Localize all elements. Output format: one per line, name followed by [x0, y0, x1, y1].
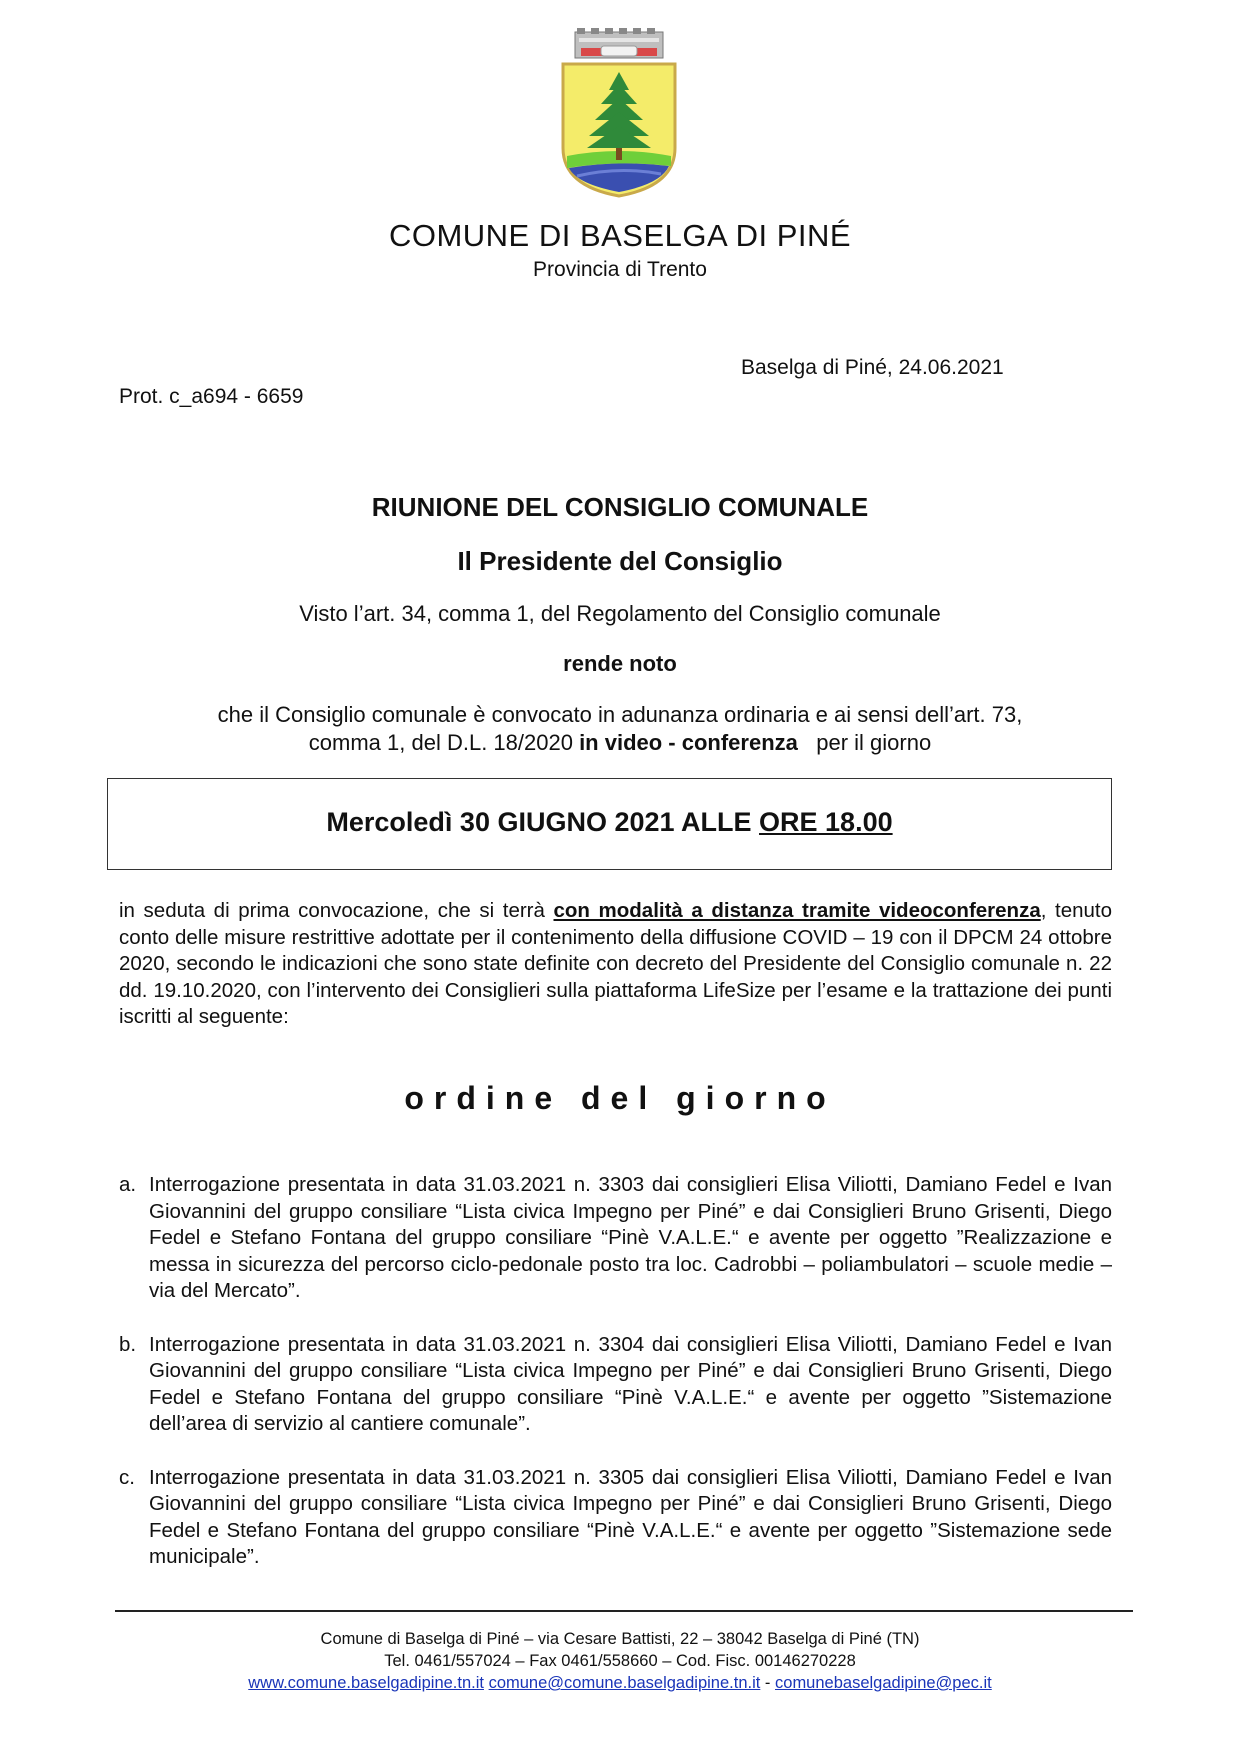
list-item — [119, 1465, 1112, 1571]
intro-part-1: in seduta di prima convocazione, che si terrà — [119, 899, 554, 922]
meeting-datetime — [108, 807, 1111, 838]
convocation-line-1: che il Consiglio comunale è convocato in adunanza ordinaria e ai sensi dell’art. 73, — [217, 702, 1023, 727]
footer-links — [0, 1672, 1240, 1694]
province-name: Provincia di Trento — [533, 258, 707, 281]
municipality-name: COMUNE DI BASELGA DI PINÉ — [388, 218, 852, 253]
place-date: Baselga di Piné, 24.06.2021 — [741, 356, 1004, 379]
intro-paragraph — [119, 898, 1112, 1031]
meeting-time: ORE 18.00 — [759, 807, 893, 837]
footer-divider — [115, 1610, 1133, 1612]
agenda-list — [119, 1172, 1112, 1598]
item-text: Interrogazione presentata in data 31.03.2021 n. 3303 dai consiglieri Elisa Viliotti, Damiano Fedel e Ivan Giovannini del gruppo consiliare “Lista civica Impegno per Piné” e dai Consiglieri Bruno Grisenti, Diego Fedel e Stefano Fontana del gruppo consiliare “Pinè V.A.L.E.“ e avente per oggetto ”Realizzazione e messa in sicurezza del percorso ciclo-pedonale posto tra loc. Cadrobbi – poliambulatori – scuole medie – via del Mercato”. — [149, 1173, 1112, 1302]
footer-contacts: Tel. 0461/557024 – Fax 0461/558660 – Cod. Fisc. 00146270228 — [384, 1652, 856, 1670]
link-separator: - — [760, 1674, 776, 1692]
website-link[interactable]: www.comune.baselgadipine.tn.it — [248, 1674, 484, 1692]
document-title: RIUNIONE DEL CONSIGLIO COMUNALE — [371, 492, 869, 522]
convocation-line-2 — [0, 729, 1240, 757]
protocol-number: Prot. c_a694 - 6659 — [119, 385, 304, 408]
item-text: Interrogazione presentata in data 31.03.2021 n. 3304 dai consiglieri Elisa Viliotti, Damiano Fedel e Ivan Giovannini del gruppo consiliare “Lista civica Impegno per Piné” e dai Consiglieri Bruno Grisenti, Diego Fedel e Stefano Fontana del gruppo consiliare “Pinè V.A.L.E.“ e avente per oggetto ”Sistemazione dell’area di servizio al cantiere comunale”. — [149, 1332, 1112, 1435]
list-item — [119, 1172, 1112, 1305]
coat-of-arms-icon — [557, 28, 682, 198]
item-letter: c. — [119, 1465, 135, 1489]
agenda-title: ordine del giorno — [404, 1080, 836, 1116]
footer — [0, 1628, 1240, 1694]
item-letter: a. — [119, 1173, 137, 1196]
remote-mode-text: con modalità a distanza tramite videoconferenza — [553, 899, 1041, 922]
item-letter: b. — [119, 1332, 137, 1356]
pec-link[interactable]: comunebaselgadipine@pec.it — [775, 1674, 992, 1692]
videoconference-mode: in video - conferenza — [579, 730, 798, 755]
regulation-reference: Visto l’art. 34, comma 1, del Regolamento del Consiglio comunale — [299, 601, 941, 626]
rende-noto: rende noto — [563, 651, 677, 676]
meeting-date: Mercoledì 30 GIUGNO 2021 ALLE — [326, 807, 760, 837]
document-subtitle: Il Presidente del Consiglio — [457, 546, 783, 576]
list-item — [119, 1332, 1112, 1438]
footer-address: Comune di Baselga di Piné – via Cesare Battisti, 22 – 38042 Baselga di Piné (TN) — [320, 1630, 920, 1648]
intro-part-2: , tenuto conto delle misure restrittive adottate per il contenimento della diffusione COVID – 19 con il DPCM 24 ottobre 2020, secondo le indicazioni che sono state definite con decreto del Presidente del Consiglio comunale n. 22 dd. 19.10.2020, con l’intervento dei Consiglieri sulla piattaforma LifeSize per l’esame e la trattazione dei punti iscritti al seguente: — [119, 899, 1113, 1028]
email-link[interactable]: comune@comune.baselgadipine.tn.it — [488, 1674, 761, 1692]
convocation-line-2-post: per il giorno — [797, 730, 932, 755]
item-text: Interrogazione presentata in data 31.03.2021 n. 3305 dai consiglieri Elisa Viliotti, Damiano Fedel e Ivan Giovannini del gruppo consiliare “Lista civica Impegno per Piné” e dai Consiglieri Bruno Grisenti, Diego Fedel e Stefano Fontana del gruppo consiliare “Pinè V.A.L.E.“ e avente per oggetto ”Sistemazione sede municipale”. — [149, 1465, 1112, 1568]
convocation-statement — [0, 701, 1240, 757]
meeting-date-box — [107, 778, 1112, 870]
convocation-line-2-pre: comma 1, del D.L. 18/2020 — [308, 730, 580, 755]
